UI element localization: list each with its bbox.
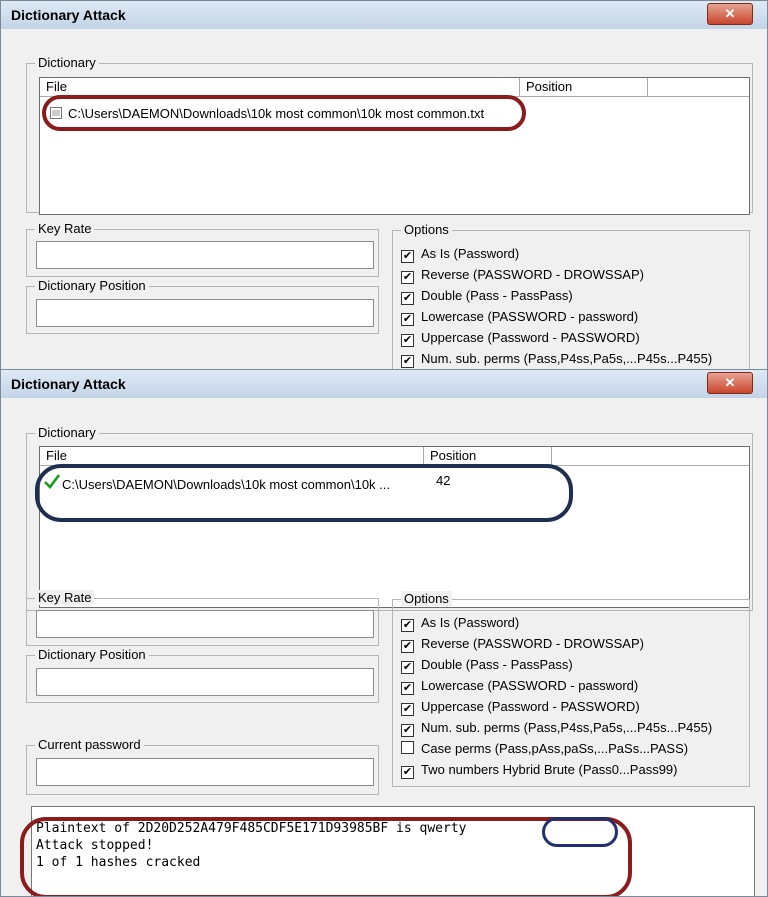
checkbox-checked[interactable]: ✔ [402, 355, 413, 367]
options-label: Options [401, 591, 452, 606]
option-row[interactable] [401, 245, 519, 263]
option-label: Num. sub. perms (Pass,P4ss,Pa5s,...P45s...P455) [421, 720, 713, 735]
checkbox-checked[interactable]: ✔ [402, 724, 413, 736]
option-row[interactable] [401, 350, 712, 368]
option-row[interactable] [401, 761, 678, 779]
options-group [392, 591, 750, 787]
option-label: Double (Pass - PassPass) [421, 288, 573, 303]
current-password-field [36, 758, 374, 786]
close-button[interactable] [707, 3, 753, 25]
key-rate-field [36, 241, 374, 269]
file-path: C:\Users\DAEMON\Downloads\10k most common\10k most common.txt [68, 106, 485, 121]
option-label: Uppercase (Password - PASSWORD) [421, 699, 640, 714]
option-label: Double (Pass - PassPass) [421, 657, 573, 672]
option-row[interactable] [401, 287, 573, 305]
list-item[interactable] [44, 473, 451, 492]
option-label: Lowercase (PASSWORD - password) [421, 678, 639, 693]
checkbox-checked[interactable]: ✔ [402, 292, 413, 304]
plaintext-prefix: Plaintext of 2D20D252A479F485CDF5E171D93985BF is [36, 821, 420, 836]
option-row[interactable] [401, 719, 712, 737]
option-row[interactable] [401, 329, 640, 347]
window-title: Dictionary Attack [11, 7, 126, 23]
console-line-plaintext [36, 821, 466, 836]
option-label: As Is (Password) [421, 246, 520, 261]
key-rate-label: Key Rate [35, 221, 94, 236]
file-icon [50, 107, 62, 119]
dictionary-group-label: Dictionary [35, 425, 99, 440]
dictionary-position-label: Dictionary Position [35, 278, 149, 293]
checkbox-checked[interactable]: ✔ [402, 661, 413, 673]
close-button[interactable] [707, 372, 753, 394]
option-label: Uppercase (Password - PASSWORD) [421, 330, 640, 345]
dictionary-group-label: Dictionary [35, 55, 99, 70]
checkbox-checked[interactable]: ✔ [402, 703, 413, 715]
dictionary-file-list[interactable] [39, 77, 750, 215]
dictionary-position-field [36, 299, 374, 327]
checkbox-checked[interactable]: ✔ [402, 766, 413, 778]
dictionary-position-field [36, 668, 374, 696]
file-position: 42 [436, 473, 451, 488]
checkbox-checked[interactable]: ✔ [402, 334, 413, 346]
list-header [40, 78, 749, 97]
option-row[interactable] [401, 656, 573, 674]
close-icon: ✕ [724, 6, 736, 21]
output-console[interactable] [31, 806, 755, 897]
option-label: Num. sub. perms (Pass,P4ss,Pa5s,...P45s...P455) [421, 351, 713, 366]
dictionary-attack-window-bottom [0, 369, 768, 897]
checkbox-checked[interactable]: ✔ [402, 682, 413, 694]
dictionary-file-list[interactable] [39, 446, 750, 608]
column-file[interactable]: File [40, 447, 424, 465]
cracked-password: qwerty [419, 821, 467, 836]
file-path: C:\Users\DAEMON\Downloads\10k most common\10k ... [62, 477, 390, 492]
option-label: Two numbers Hybrid Brute (Pass0...Pass99) [421, 762, 678, 777]
options-group [392, 222, 750, 372]
checkbox-checked[interactable]: ✔ [402, 271, 413, 283]
current-password-label: Current password [35, 737, 144, 752]
option-label: Case perms (Pass,pAss,paSs,...PaSs...PASS) [421, 741, 689, 756]
option-row[interactable] [401, 677, 638, 695]
checkbox-checked[interactable]: ✔ [402, 313, 413, 325]
list-item[interactable] [50, 106, 484, 121]
option-row[interactable] [401, 308, 638, 326]
key-rate-field [36, 610, 374, 638]
option-row[interactable] [401, 266, 644, 284]
green-check-icon [44, 473, 62, 492]
option-label: As Is (Password) [421, 615, 520, 630]
checkbox-unchecked[interactable] [401, 741, 414, 754]
option-label: Reverse (PASSWORD - DROWSSAP) [421, 267, 644, 282]
column-position[interactable]: Position [424, 447, 552, 465]
console-line-status: Attack stopped! [36, 838, 154, 853]
checkbox-checked[interactable]: ✔ [402, 640, 413, 652]
title-bar[interactable] [1, 370, 767, 398]
key-rate-label: Key Rate [35, 590, 94, 605]
option-row[interactable] [401, 698, 640, 716]
window-title: Dictionary Attack [11, 376, 126, 392]
option-label: Reverse (PASSWORD - DROWSSAP) [421, 636, 644, 651]
column-file[interactable]: File [40, 78, 520, 96]
option-label: Lowercase (PASSWORD - password) [421, 309, 639, 324]
column-position[interactable]: Position [520, 78, 648, 96]
dictionary-position-label: Dictionary Position [35, 647, 149, 662]
window-body [9, 29, 759, 371]
checkbox-checked[interactable]: ✔ [402, 250, 413, 262]
title-bar[interactable] [1, 1, 767, 29]
checkbox-checked[interactable]: ✔ [402, 619, 413, 631]
close-icon: ✕ [724, 375, 736, 390]
window-body [9, 398, 759, 896]
option-row[interactable] [401, 740, 688, 758]
dictionary-attack-window-top [0, 0, 768, 372]
options-label: Options [401, 222, 452, 237]
option-row[interactable] [401, 635, 644, 653]
option-row[interactable] [401, 614, 519, 632]
console-line-count: 1 of 1 hashes cracked [36, 855, 201, 870]
list-header [40, 447, 749, 466]
